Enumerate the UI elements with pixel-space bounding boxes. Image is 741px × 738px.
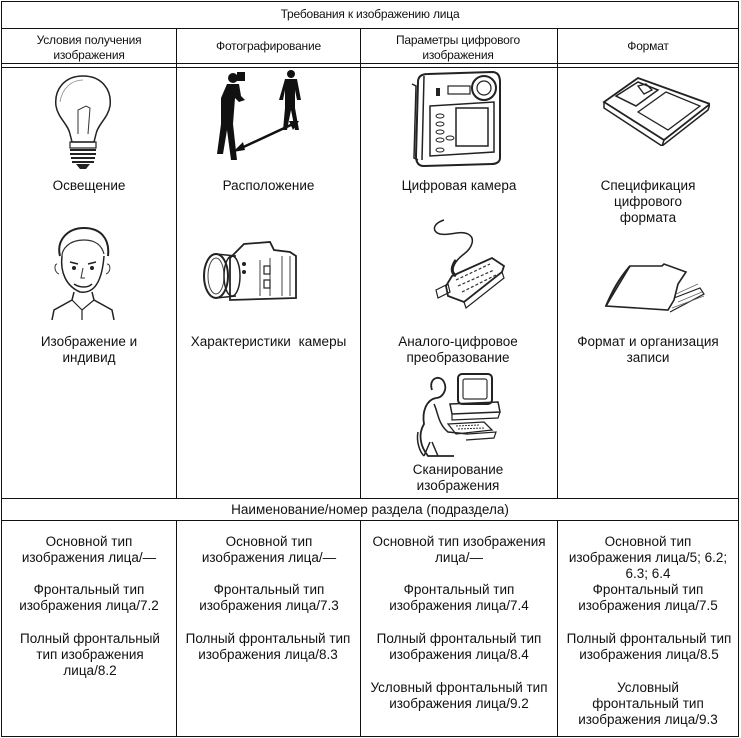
section-entry: Фронтальный тип изображения лица/7.4 [389,582,529,613]
table-title: Требования к изображению лица [280,7,460,21]
column-divider [176,28,177,498]
header-double-line-1 [1,63,739,64]
section-header-top [1,498,739,499]
folder-icon [604,262,708,314]
table-border-right [738,1,739,737]
column-header: Параметры цифрового изображения [396,33,520,62]
section-entry: Условный фронтальный тип изображения лица/9.3 [578,680,718,727]
connector-cable-icon [428,218,508,310]
icon-label: Сканирование изображения [412,462,504,493]
section-entry: Фронтальный тип изображения лица/7.2 [19,582,159,613]
table-border-top [1,1,739,2]
section-entry: Основной тип изображения лица/— [372,534,546,565]
column-header: Формат [627,39,669,53]
photographer-distance-icon [215,68,315,164]
icon-label: Характеристики камеры [190,334,347,349]
icon-label: Аналого-цифровое преобразование [398,334,518,365]
table-border-left [1,1,2,737]
section-entry: Полный фронтальный тип изображения лица/8.4 [376,631,542,662]
column-divider [557,28,558,498]
digital-camera-icon [408,70,508,170]
title-row-divider [1,28,739,29]
icon-label: Спецификация цифрового формата [600,178,696,225]
person-at-computer-icon [408,372,504,462]
section-entry: Фронтальный тип изображения лица/7.3 [199,582,339,613]
section-entry: Основной тип изображения лица/5; 6.2; 6.3; 6.4 [568,534,728,581]
column-header: Условия получения изображения [36,33,142,62]
slr-camera-icon [200,240,300,310]
column-divider [360,28,361,498]
man-portrait-icon [50,226,116,320]
icon-label: Расположение [222,178,315,193]
light-bulb-icon [48,72,118,172]
section-header: Наименование/номер раздела (подраздела) [231,502,509,517]
section-entry: Условный фронтальный тип изображения лица/9.2 [370,680,548,711]
table-border-bottom [1,736,739,737]
column-header: Фотографирование [216,39,321,53]
icon-label: Формат и организация записи [577,334,719,365]
header-double-line-2 [1,67,739,68]
section-entry: Основной тип изображения лица/— [201,534,337,565]
icon-label: Изображение и индивид [40,334,138,365]
section-entry: Полный фронтальный тип изображения лица/8.3 [185,631,351,662]
icon-label: Цифровая камера [401,178,517,193]
section-entry: Основной тип изображения лица/— [21,534,157,565]
icon-label: Освещение [52,178,126,193]
section-entry: Фронтальный тип изображения лица/7.5 [578,582,718,613]
section-entry: Полный фронтальный тип изображения лица/8.5 [566,631,732,662]
section-header-bottom [1,520,739,521]
floppy-disk-icon [600,76,710,146]
column-divider [176,520,177,736]
section-entry: Полный фронтальный тип изображения лица/8.2 [20,631,160,678]
column-divider [557,520,558,736]
